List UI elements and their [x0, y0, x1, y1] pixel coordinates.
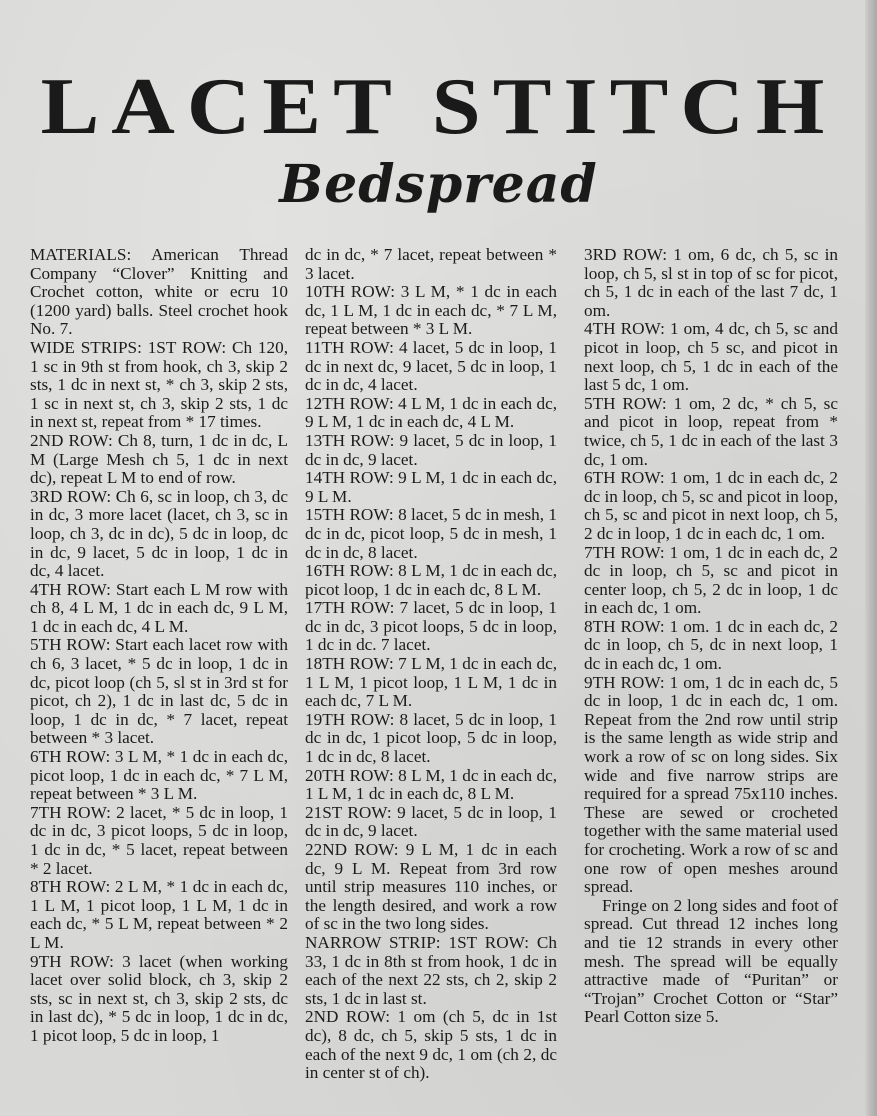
- narrow-strip-row-5: 5TH ROW: 1 om, 2 dc, * ch 5, sc and picot in loop, repeat from * twice, ch 5, 1 dc in each of the last 3 dc, 1 om.: [584, 393, 838, 469]
- narrow-strip-row-4: 4TH ROW: 1 om, 4 dc, ch 5, sc and picot in loop, ch 5 sc, and picot in next loop, ch 5, 1 dc in each of the last 5 dc, 1 om.: [584, 319, 838, 395]
- text-column-1: [30, 246, 288, 1046]
- wide-strips-row-6: 6TH ROW: 3 L M, * 1 dc in each dc, picot loop, 1 dc in each dc, * 7 L M, repeat between * 3 L M.: [30, 747, 288, 804]
- page-subtitle: Bedspread: [279, 154, 598, 216]
- wide-strips-row-15: 15TH ROW: 8 lacet, 5 dc in mesh, 1 dc in dc, picot loop, 5 dc in mesh, 1 dc in dc, 8 lacet.: [305, 505, 557, 562]
- wide-strips-row-14: 14TH ROW: 9 L M, 1 dc in each dc, 9 L M.: [305, 468, 557, 506]
- wide-strips-row-3: 3RD ROW: Ch 6, sc in loop, ch 3, dc in dc, 3 more lacet (lacet, ch 3, sc in loop, ch 3, dc in dc), 5 dc in loop, dc in dc, 9 lacet, 5 dc in loop, 1 dc in dc, 4 lacet.: [30, 486, 288, 581]
- wide-strips-row-18: 18TH ROW: 7 L M, 1 dc in each dc, 1 L M, 1 picot loop, 1 L M, 1 dc in each dc, 7 L M.: [305, 654, 557, 711]
- wide-strips-row-2: 2ND ROW: Ch 8, turn, 1 dc in dc, L M (Large Mesh ch 5, 1 dc in next dc), repeat L M to end of row.: [30, 430, 288, 488]
- wide-strips-row-5: 5TH ROW: Start each lacet row with ch 6, 3 lacet, * 5 dc in loop, 1 dc in dc, picot loop (ch 5, sl st in 3rd st for picot, ch 2), 1 dc in last dc, 5 dc in loop, 1 dc in dc, * 7 lacet, repeat between * 3 lacet.: [30, 635, 288, 748]
- wide-strips-row-12: 12TH ROW: 4 L M, 1 dc in each dc, 9 L M, 1 dc in each dc, 4 L M.: [305, 393, 557, 432]
- wide-strips-row-7: 7TH ROW: 2 lacet, * 5 dc in loop, 1 dc in dc, 3 picot loops, 5 dc in loop, 1 dc in dc, * 5 lacet, repeat between * 2 lacet.: [30, 802, 288, 878]
- wide-strips-row-9: 9TH ROW: 3 lacet (when working lacet over solid block, ch 3, skip 2 sts, sc in next st, ch 3, skip 2 sts, dc in last dc), * 5 dc in loop, 1 dc in dc, 1 picot loop, 5 dc in loop, 1: [30, 951, 288, 1045]
- wide-strips-row-4: 4TH ROW: Start each L M row with ch 8, 4 L M, 1 dc in each dc, 9 L M, 1 dc in each dc, 4 L M.: [30, 579, 288, 636]
- narrow-strip-row-3: 3RD ROW: 1 om, 6 dc, ch 5, sc in loop, ch 5, sl st in top of sc for picot, ch 5, 1 dc in each of the last 7 dc, 1 om.: [584, 245, 838, 320]
- title-word-stitch: STITCH: [431, 61, 837, 152]
- wide-strips-row-19: 19TH ROW: 8 lacet, 5 dc in loop, 1 dc in dc, 1 picot loop, 5 dc in loop, 1 dc in dc, 8 lacet.: [305, 709, 557, 767]
- narrow-strip-row-1: NARROW STRIP: 1ST ROW: Ch 33, 1 dc in 8th st from hook, 1 dc in each of the next 22 sts, ch 2, skip 2 sts, 1 dc in last st.: [305, 932, 557, 1008]
- text-column-2: [305, 246, 557, 1083]
- fringe-paragraph: Fringe on 2 long sides and foot of spread. Cut thread 12 inches long and tie 12 strands in every other mesh. The spread will be equally attractive made of “Puritan” or “Trojan” Crochet Cotton or “Star” Pearl Cotton size 5.: [584, 895, 838, 1027]
- wide-strips-row-10: 10TH ROW: 3 L M, * 1 dc in each dc, 1 L M, 1 dc in each dc, * 7 L M, repeat between * 3 L M.: [305, 282, 557, 339]
- wide-strips-row-16: 16TH ROW: 8 L M, 1 dc in each dc, picot loop, 1 dc in each dc, 8 L M.: [305, 561, 557, 599]
- materials-paragraph: MATERIALS: American Thread Company “Clover” Knitting and Crochet cotton, white or ecru 10 (1200 yard) balls. Steel crochet hook No. 7.: [30, 245, 288, 339]
- wide-strips-row-13: 13TH ROW: 9 lacet, 5 dc in loop, 1 dc in dc, 9 lacet.: [305, 430, 557, 469]
- wide-strips-row-1: WIDE STRIPS: 1ST ROW: Ch 120, 1 sc in 9th st from hook, ch 3, skip 2 sts, 1 dc in next st, * ch 3, skip 2 sts, 1 sc in next st, ch 3, skip 2 sts, 1 dc in next st, repeat from * 17 times.: [30, 337, 288, 432]
- narrow-strip-row-2: 2ND ROW: 1 om (ch 5, dc in 1st dc), 8 dc, ch 5, skip 5 sts, 1 dc in each of the next 9 dc, 1 om (ch 2, dc in center st of ch).: [305, 1007, 557, 1083]
- title-word-lacet: LACET: [40, 61, 404, 152]
- wide-strips-row-21: 21ST ROW: 9 lacet, 5 dc in loop, 1 dc in dc, 9 lacet.: [305, 802, 557, 841]
- wide-strips-row-8: 8TH ROW: 2 L M, * 1 dc in each dc, 1 L M, 1 picot loop, 1 L M, 1 dc in each dc, * 5 L M, repeat between * 2 L M.: [30, 877, 288, 952]
- narrow-strip-row-9-assembly: 9TH ROW: 1 om, 1 dc in each dc, 5 dc in loop, 1 dc in each dc, 1 om. Repeat from the 2nd row until strip is the same length as wide strip and work a row of sc on long sides. Six wide and five narrow strips are required for a spread 75x110 inches. These are sewed or crocheted together with the same material used for crocheting. Work a row of sc and one row of open meshes around spread.: [584, 672, 838, 897]
- wide-strips-row-11: 11TH ROW: 4 lacet, 5 dc in loop, 1 dc in next dc, 9 lacet, 5 dc in loop, 1 dc in dc, 4 lacet.: [305, 337, 557, 395]
- narrow-strip-row-6: 6TH ROW: 1 om, 1 dc in each dc, 2 dc in loop, ch 5, sc and picot in loop, ch 5, sc and picot in next loop, ch 5, 2 dc in loop, 1 dc in each dc, 1 om.: [584, 468, 838, 543]
- narrow-strip-row-7: 7TH ROW: 1 om, 1 dc in each dc, 2 dc in loop, ch 5, sc and picot in center loop, ch 5, 2 dc in loop, 1 dc in each dc, 1 om.: [584, 542, 838, 618]
- wide-strips-row-22: 22ND ROW: 9 L M, 1 dc in each dc, 9 L M. Repeat from 3rd row until strip measures 110 inches, or the length desired, and work a row of sc in the two long sides.: [305, 840, 557, 934]
- wide-strips-row-20: 20TH ROW: 8 L M, 1 dc in each dc, 1 L M, 1 dc in each dc, 8 L M.: [305, 765, 557, 804]
- narrow-strip-row-8: 8TH ROW: 1 om. 1 dc in each dc, 2 dc in loop, ch 5, dc in next loop, 1 dc in each dc, 1 om.: [584, 616, 838, 674]
- text-column-3: [584, 246, 838, 1027]
- page-title: [0, 61, 877, 152]
- wide-strips-row-9-cont: dc in dc, * 7 lacet, repeat between * 3 lacet.: [305, 245, 557, 283]
- wide-strips-row-17: 17TH ROW: 7 lacet, 5 dc in loop, 1 dc in dc, 3 picot loops, 5 dc in loop, 1 dc in dc. 7 lacet.: [305, 598, 557, 655]
